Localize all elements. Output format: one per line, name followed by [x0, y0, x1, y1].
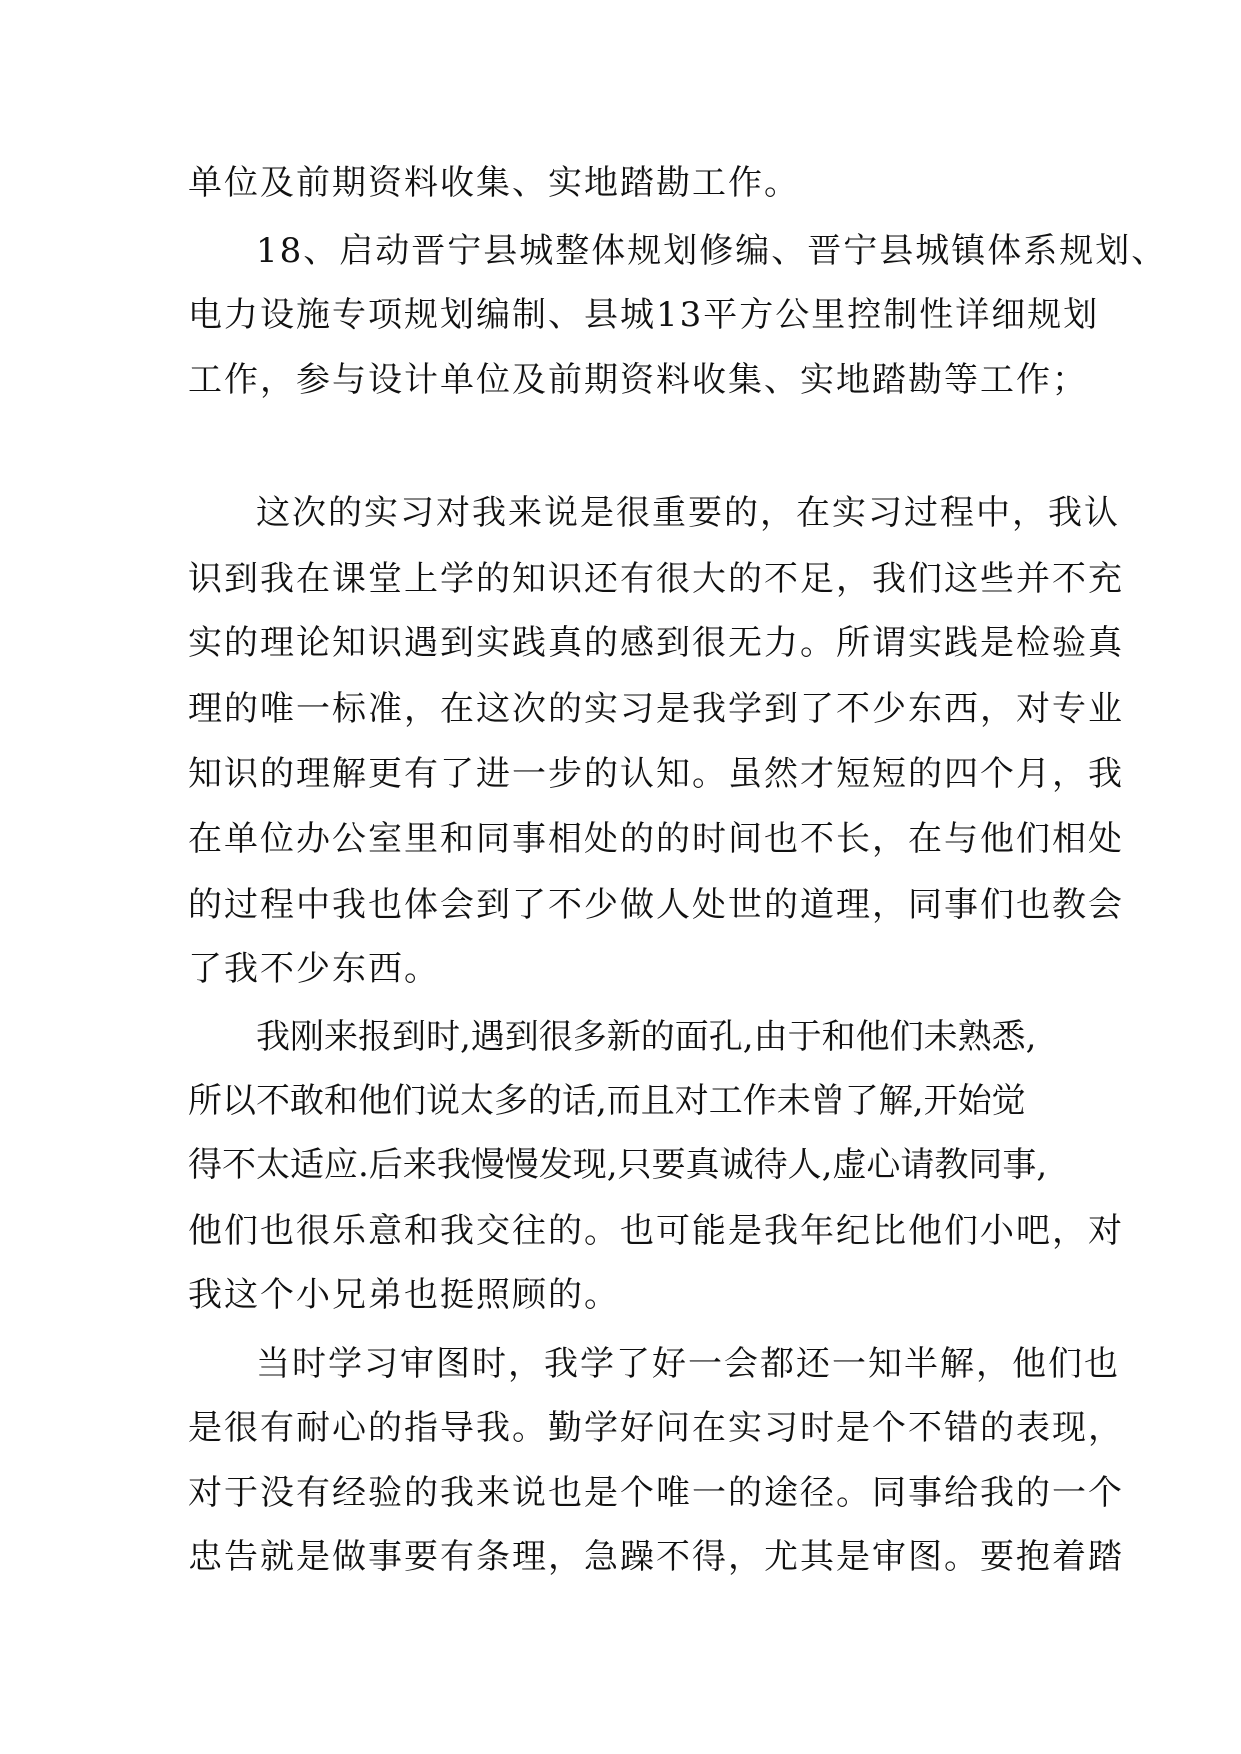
paragraph-4-line-2: 所以不敢和他们说太多的话,而且对工作未曾了解,开始觉 [188, 1081, 1026, 1121]
paragraph-3-line-4: 理的唯一标准，在这次的实习是我学到了不少东西，对专业 [188, 689, 1124, 729]
paragraph-2-line-2: 电力设施专项规划编制、县城13平方公里控制性详细规划 [188, 295, 1100, 335]
paragraph-5-line-4: 忠告就是做事要有条理，急躁不得，尤其是审图。要抱着踏 [188, 1537, 1124, 1577]
paragraph-3-line-1: 这次的实习对我来说是很重要的，在实习过程中，我认 [256, 493, 1120, 533]
paragraph-4-line-1: 我刚来报到时,遇到很多新的面孔,由于和他们未熟悉, [256, 1017, 1037, 1057]
paragraph-5-line-1: 当时学习审图时，我学了好一会都还一知半解，他们也 [256, 1344, 1120, 1384]
paragraph-3-line-3: 实的理论知识遇到实践真的感到很无力。所谓实践是检验真 [188, 623, 1124, 663]
paragraph-5-line-2: 是很有耐心的指导我。勤学好问在实习时是个不错的表现， [188, 1408, 1124, 1448]
paragraph-3-line-7: 的过程中我也体会到了不少做人处世的道理，同事们也教会 [188, 885, 1124, 925]
paragraph-3-line-6: 在单位办公室里和同事相处的的时间也不长，在与他们相处 [188, 819, 1124, 859]
paragraph-4-line-3: 得不太适应.后来我慢慢发现,只要真诚待人,虚心请教同事, [188, 1145, 1048, 1185]
paragraph-3-line-8: 了我不少东西。 [188, 949, 440, 989]
paragraph-2-line-3: 工作，参与设计单位及前期资料收集、实地踏勘等工作； [188, 360, 1088, 400]
paragraph-1-line-1: 单位及前期资料收集、实地踏勘工作。 [188, 163, 800, 203]
paragraph-5-line-3: 对于没有经验的我来说也是个唯一的途径。同事给我的一个 [188, 1473, 1124, 1513]
paragraph-2-line-1: 18、启动晋宁县城整体规划修编、晋宁县城镇体系规划、 [256, 231, 1168, 271]
paragraph-3-line-5: 知识的理解更有了进一步的认知。虽然才短短的四个月，我 [188, 754, 1124, 794]
paragraph-3-line-2: 识到我在课堂上学的知识还有很大的不足，我们这些并不充 [188, 559, 1124, 599]
paragraph-4-line-5: 我这个小兄弟也挺照顾的。 [188, 1275, 620, 1315]
paragraph-4-line-4: 他们也很乐意和我交往的。也可能是我年纪比他们小吧，对 [188, 1211, 1124, 1251]
